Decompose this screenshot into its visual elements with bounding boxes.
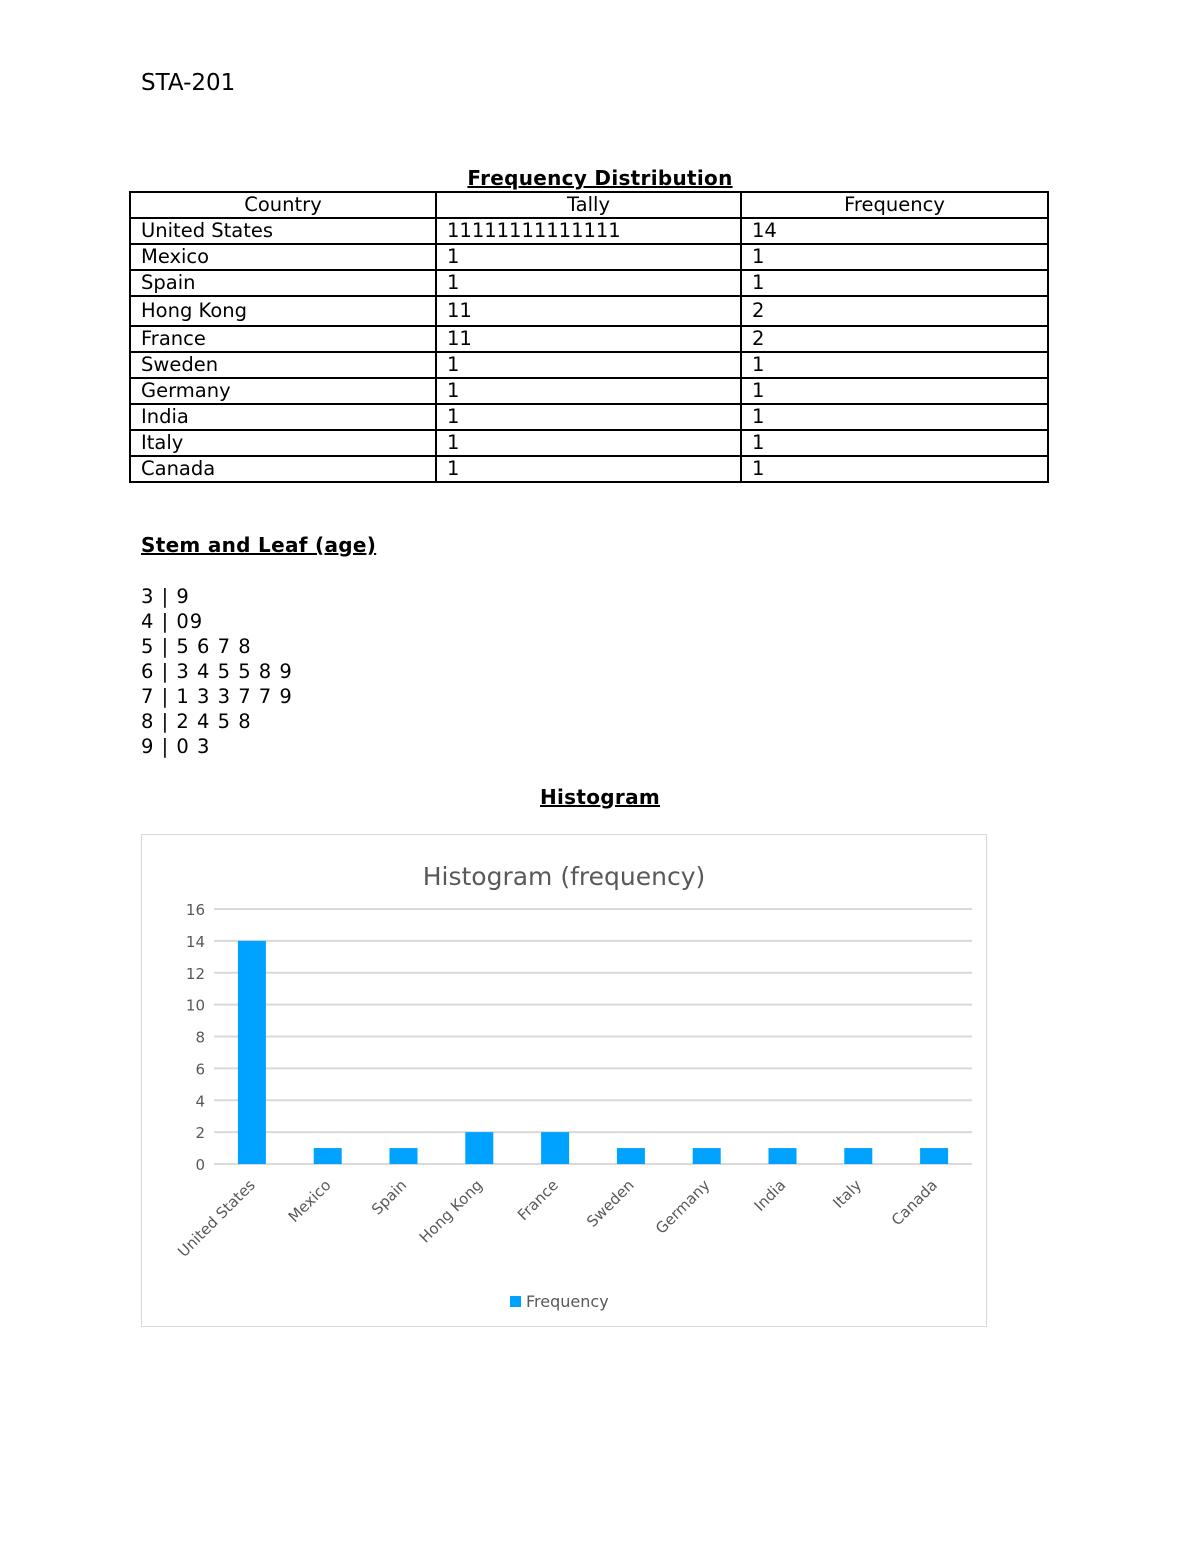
y-tick-label: 6 bbox=[195, 1060, 205, 1079]
cell-frequency: 2 bbox=[741, 296, 1048, 326]
table-row bbox=[130, 296, 1048, 326]
y-tick-label: 0 bbox=[195, 1156, 205, 1174]
bar bbox=[541, 1132, 569, 1164]
y-tick-label: 8 bbox=[195, 1028, 205, 1047]
y-tick-label: 12 bbox=[185, 964, 205, 983]
histogram-chart bbox=[141, 834, 987, 1327]
y-tick-label: 10 bbox=[185, 996, 205, 1015]
cell-tally: 11111111111111 bbox=[436, 218, 741, 244]
header-frequency: Frequency bbox=[741, 192, 1048, 218]
table-row bbox=[130, 378, 1048, 404]
bar bbox=[920, 1148, 948, 1164]
bar bbox=[693, 1148, 721, 1164]
chart-title: Histogram (frequency) bbox=[422, 862, 706, 891]
bar bbox=[390, 1148, 418, 1164]
histogram-section-title: Histogram bbox=[539, 785, 660, 809]
cell-frequency: 1 bbox=[741, 244, 1048, 270]
y-tick-label: 16 bbox=[185, 901, 205, 919]
cell-tally: 1 bbox=[436, 244, 741, 270]
table-row bbox=[130, 218, 1048, 244]
x-tick-label: Mexico bbox=[284, 1176, 335, 1226]
cell-country: France bbox=[130, 326, 436, 352]
histogram-svg bbox=[142, 835, 986, 1326]
x-tick-label: Hong Kong bbox=[415, 1176, 487, 1247]
cell-tally: 1 bbox=[436, 404, 741, 430]
stem-leaf-line: 6 | 3 4 5 5 8 9 bbox=[141, 660, 293, 683]
table-row bbox=[130, 326, 1048, 352]
stem-leaf-plot bbox=[141, 584, 293, 759]
stem-leaf-line: 5 | 5 6 7 8 bbox=[141, 635, 252, 658]
cell-tally: 1 bbox=[436, 430, 741, 456]
frequency-table bbox=[129, 191, 1049, 483]
bar bbox=[465, 1132, 493, 1164]
x-tick-label: Sweden bbox=[583, 1176, 638, 1231]
cell-country: Sweden bbox=[130, 352, 436, 378]
cell-country: Spain bbox=[130, 270, 436, 296]
x-tick-label: Germany bbox=[652, 1176, 714, 1238]
cell-tally: 11 bbox=[436, 326, 741, 352]
stem-leaf-line: 8 | 2 4 5 8 bbox=[141, 710, 252, 733]
cell-tally: 1 bbox=[436, 456, 741, 482]
table-row bbox=[130, 352, 1048, 378]
header-tally: Tally bbox=[436, 192, 741, 218]
cell-frequency: 1 bbox=[741, 270, 1048, 296]
cell-country: Mexico bbox=[130, 244, 436, 270]
table-row bbox=[130, 244, 1048, 270]
cell-tally: 1 bbox=[436, 352, 741, 378]
bar bbox=[314, 1148, 342, 1164]
bar bbox=[238, 941, 266, 1164]
x-tick-label: India bbox=[750, 1176, 790, 1215]
bar bbox=[844, 1148, 872, 1164]
cell-frequency: 1 bbox=[741, 456, 1048, 482]
table-header-row bbox=[130, 192, 1048, 218]
bar bbox=[617, 1148, 645, 1164]
legend-label: Frequency bbox=[526, 1292, 609, 1311]
cell-country: Canada bbox=[130, 456, 436, 482]
cell-frequency: 2 bbox=[741, 326, 1048, 352]
cell-country: United States bbox=[130, 218, 436, 244]
frequency-distribution-title: Frequency Distribution bbox=[467, 166, 733, 190]
cell-frequency: 1 bbox=[741, 430, 1048, 456]
table-row bbox=[130, 270, 1048, 296]
x-tick-label: Italy bbox=[829, 1176, 866, 1212]
stem-leaf-line: 9 | 0 3 bbox=[141, 735, 211, 758]
stem-leaf-title: Stem and Leaf (age) bbox=[141, 533, 377, 557]
cell-tally: 11 bbox=[436, 296, 741, 326]
legend-swatch bbox=[510, 1296, 521, 1307]
cell-tally: 1 bbox=[436, 378, 741, 404]
cell-frequency: 1 bbox=[741, 378, 1048, 404]
stem-leaf-line: 4 | 09 bbox=[141, 610, 204, 633]
stem-leaf-line: 7 | 1 3 3 7 7 9 bbox=[141, 685, 293, 708]
bar bbox=[769, 1148, 797, 1164]
table-row bbox=[130, 404, 1048, 430]
stem-leaf-line: 3 | 9 bbox=[141, 585, 190, 608]
x-tick-label: Spain bbox=[367, 1176, 411, 1219]
x-tick-label: France bbox=[513, 1176, 562, 1225]
cell-country: Italy bbox=[130, 430, 436, 456]
y-tick-label: 14 bbox=[185, 932, 205, 951]
x-tick-label: United States bbox=[174, 1176, 259, 1261]
cell-country: India bbox=[130, 404, 436, 430]
x-tick-label: Canada bbox=[887, 1176, 941, 1230]
cell-frequency: 14 bbox=[741, 218, 1048, 244]
y-tick-label: 2 bbox=[195, 1124, 205, 1143]
cell-country: Germany bbox=[130, 378, 436, 404]
cell-frequency: 1 bbox=[741, 404, 1048, 430]
table-row bbox=[130, 430, 1048, 456]
cell-frequency: 1 bbox=[741, 352, 1048, 378]
header-country: Country bbox=[130, 192, 436, 218]
y-tick-label: 4 bbox=[195, 1092, 205, 1111]
table-row bbox=[130, 456, 1048, 482]
cell-country: Hong Kong bbox=[130, 296, 436, 326]
cell-tally: 1 bbox=[436, 270, 741, 296]
course-code: STA-201 bbox=[141, 70, 236, 96]
